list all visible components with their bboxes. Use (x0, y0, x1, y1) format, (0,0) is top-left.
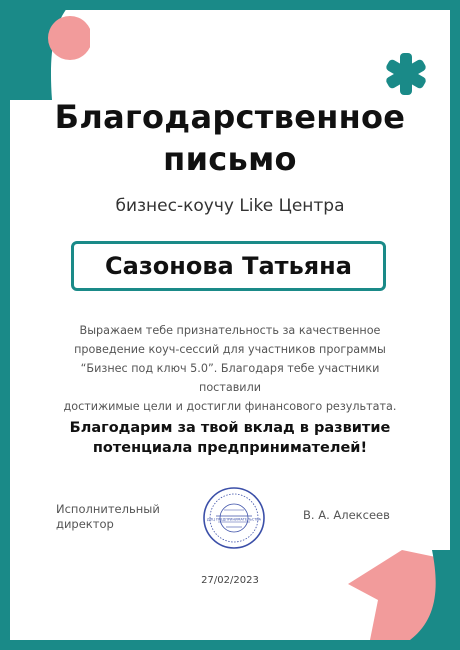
body-line-4: достижимые цели и достигли финансового результата. (63, 400, 397, 413)
recipient-name: Сазонова Татьяна (105, 252, 352, 280)
signatory-name: В. А. Алексеев (303, 508, 390, 522)
body-text (52, 321, 408, 416)
title-line-1: Благодарственное (54, 98, 406, 136)
bottom-right-decoration (340, 550, 450, 640)
title-line-2: письмо (163, 140, 297, 178)
body-line-2: проведение коуч-сессий для участников программы (74, 343, 386, 356)
issue-date: 27/02/2023 (201, 575, 259, 586)
role-line-2: директор (56, 517, 114, 531)
recipient-name-box (71, 241, 386, 291)
signatory-role (56, 502, 176, 532)
asterisk-icon (384, 52, 428, 96)
thanks-line-2: потенциала предпринимателей! (92, 440, 368, 456)
stamp-text: ДПЦ ПРЕДПРИНИМАТЕЛЬСТВА (207, 517, 261, 522)
role-line-1: Исполнительный (56, 502, 160, 516)
body-line-3: “Бизнес под ключ 5.0”. Благодаря тебе участники поставили (80, 362, 380, 394)
thanks-line-1: Благодарим за твой вклад в развитие (69, 420, 391, 436)
body-line-1: Выражаем тебе признательность за качественное (79, 324, 381, 337)
official-stamp (202, 486, 266, 550)
page-title (0, 96, 460, 180)
top-left-decoration (10, 10, 90, 100)
thanks-text (40, 418, 420, 458)
subtitle: бизнес-коучу Like Центра (115, 196, 345, 216)
